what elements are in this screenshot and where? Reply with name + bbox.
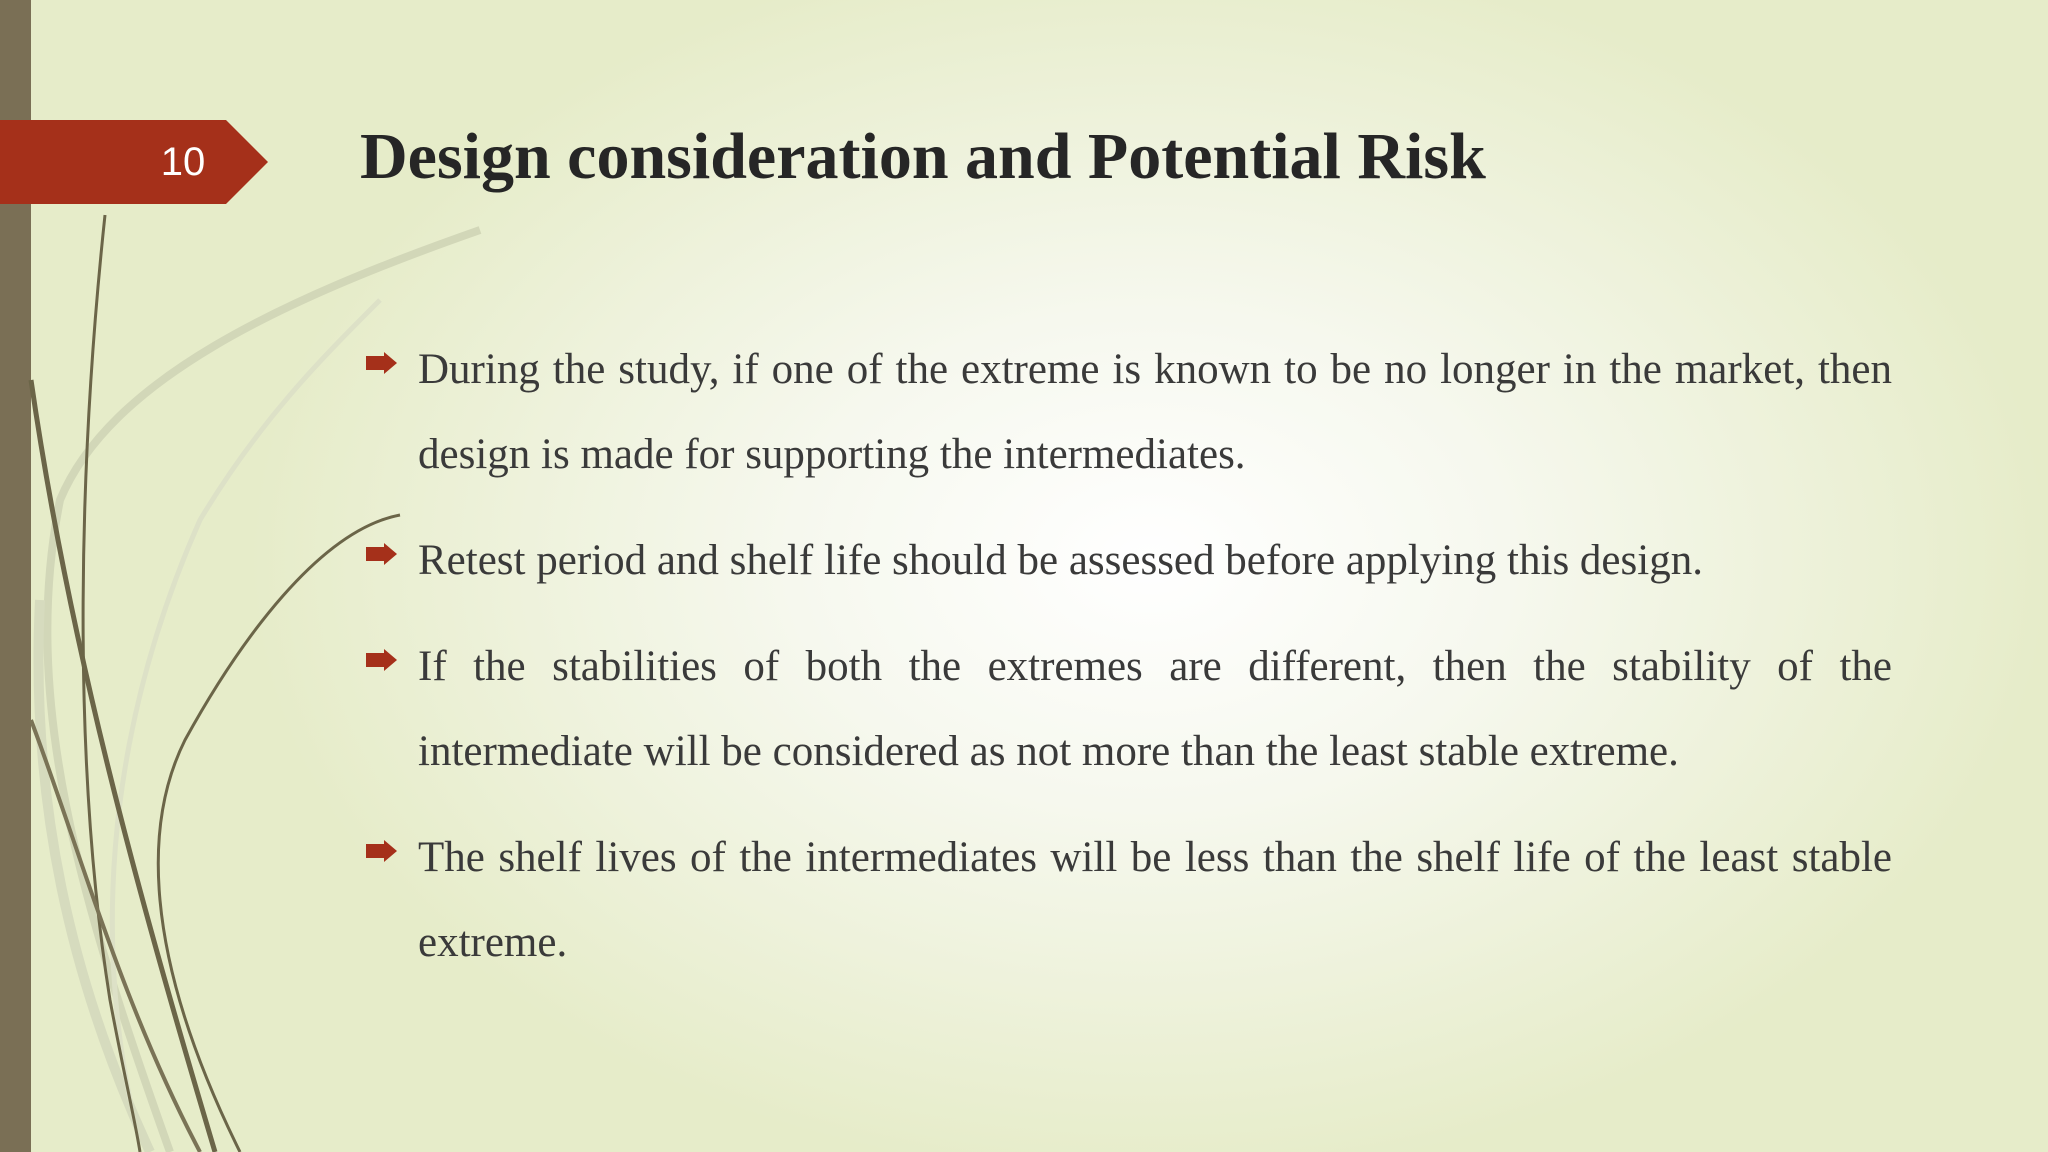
stem-light-3 <box>112 300 380 1100</box>
stem-dark-2 <box>31 380 215 1152</box>
list-item <box>360 518 1892 603</box>
arrow-bullet-icon <box>364 352 398 374</box>
stem-light-2 <box>38 600 150 1152</box>
bullet-text: Retest period and shelf life should be assessed before applying this design. <box>418 537 1703 584</box>
bullet-list <box>360 327 1892 1006</box>
list-item <box>360 624 1892 794</box>
list-item <box>360 815 1892 985</box>
arrow-bullet-icon <box>364 649 398 671</box>
arrow-bullet-icon <box>364 840 398 862</box>
arrow-bullet-icon <box>364 543 398 565</box>
stem-dark-4 <box>31 720 200 1152</box>
slide-number: 10 <box>160 140 206 184</box>
stem-dark-1 <box>83 215 140 1152</box>
bullet-text: If the stabilities of both the extremes are different, then the stability of the intermediate will be considered as not more than the least stable extreme. <box>418 643 1892 775</box>
bullet-text: During the study, if one of the extreme is known to be no longer in the market, then design is made for supporting the intermediates. <box>418 346 1892 478</box>
list-item <box>360 327 1892 497</box>
slide-title: Design consideration and Potential Risk <box>360 120 1486 193</box>
slide-number-tab <box>0 120 268 204</box>
bullet-text: The shelf lives of the intermediates will be less than the shelf life of the least stable extreme. <box>418 834 1892 966</box>
